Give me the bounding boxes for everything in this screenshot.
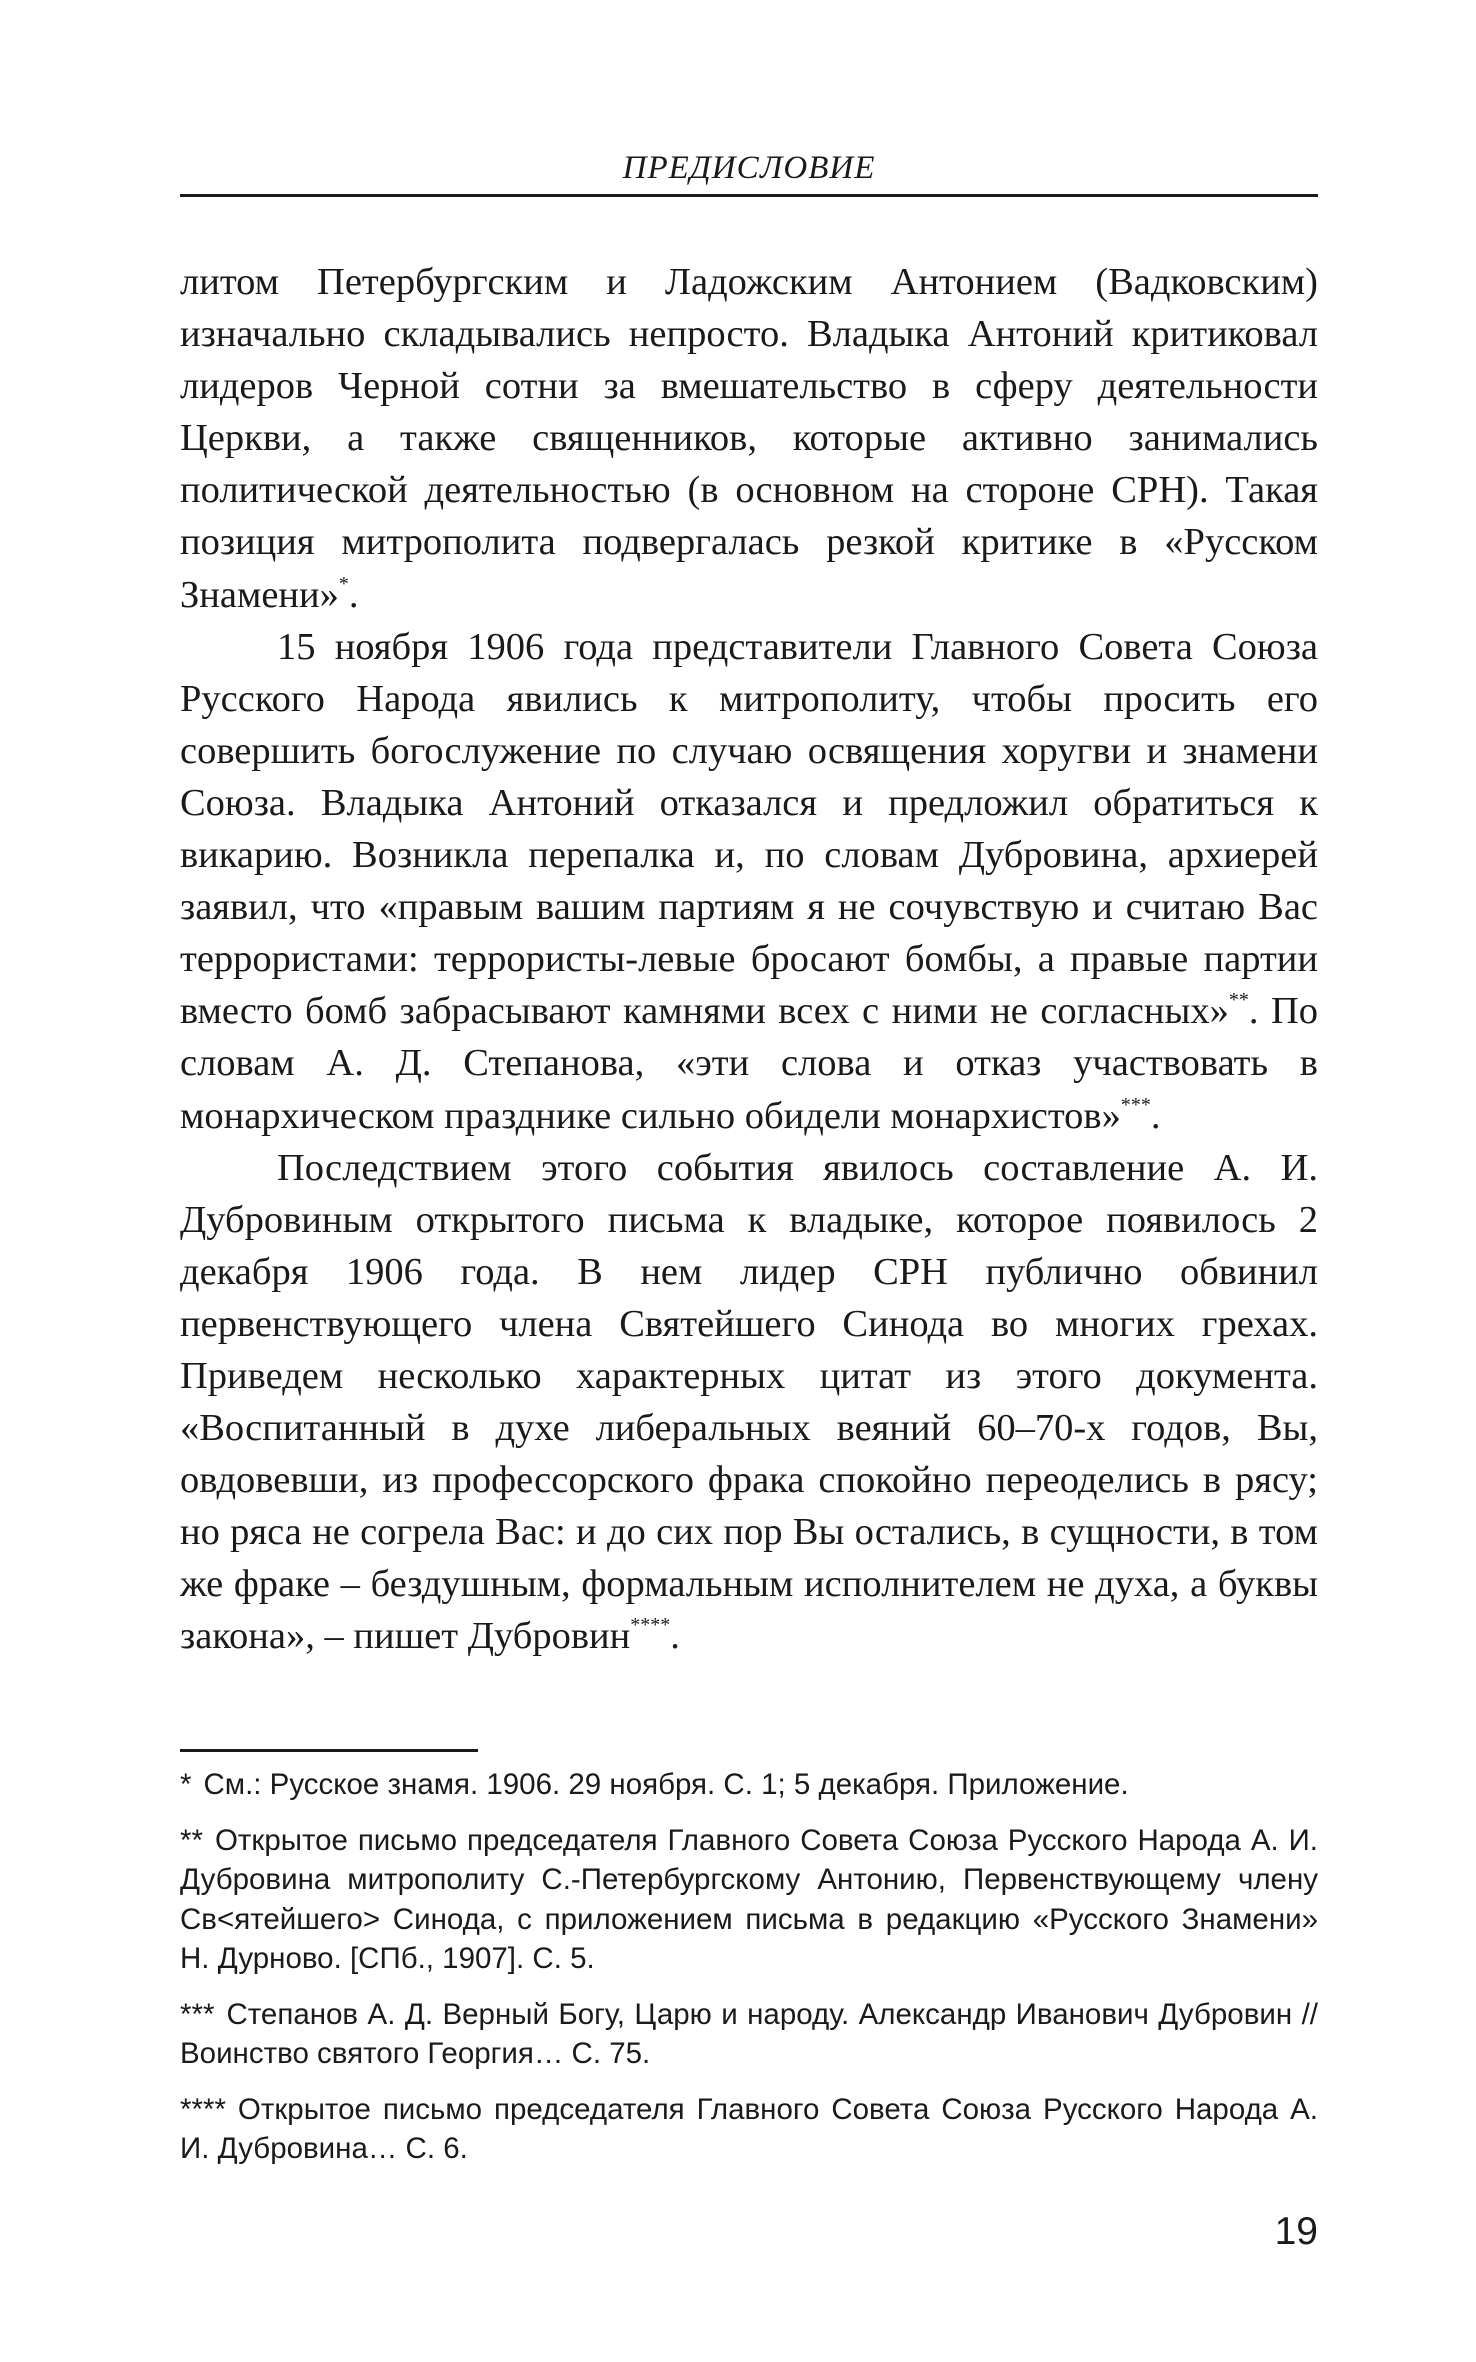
footnote-rule bbox=[180, 1749, 478, 1752]
main-text bbox=[180, 256, 1318, 1663]
running-head: ПРЕДИСЛОВИЕ bbox=[622, 150, 876, 186]
footnote-ref-4[interactable]: **** bbox=[630, 1614, 671, 1637]
footnote-ref-1[interactable]: * bbox=[338, 572, 349, 595]
paragraph-2-text-a: 15 ноября 1906 года представители Главного Совета Союза Русского Народа явились к митрополиту, чтобы просить его совершить богослужение по случаю освящения хоругви и знамени Союза. Владыка Антоний отказался и предложил обратиться к викарию. Возникла перепалка и, по словам Дубровина, архиерей заявил, что «правым вашим партиям я не сочувствую и считаю Вас террористами: террористы-левые бросают бомбы, а правые партии вместо бомб забрасывают камнями всех с ними не согласных» bbox=[180, 625, 1318, 1033]
footnote-3 bbox=[180, 1995, 1318, 2074]
footnote-ref-2[interactable]: ** bbox=[1228, 989, 1249, 1012]
paragraph-1-tail: . bbox=[348, 573, 359, 616]
footnote-3-mark: *** bbox=[180, 1997, 215, 2031]
paragraph-2 bbox=[180, 621, 1318, 1142]
paragraph-2-text-b: . По словам А. Д. Степанова, «эти слова и отказ участвовать в монархическом празднике сильно обидели монархистов» bbox=[180, 990, 1318, 1137]
footnote-4-mark: **** bbox=[180, 2092, 226, 2126]
footnote-1-text: См.: Русское знамя. 1906. 29 ноября. С. 1; 5 декабря. Приложение. bbox=[203, 1768, 1129, 1801]
paragraph-1 bbox=[180, 256, 1318, 621]
footnotes bbox=[180, 1765, 1318, 2185]
footnote-2-mark: ** bbox=[180, 1823, 203, 1857]
header-rule bbox=[180, 194, 1318, 197]
footnote-4-text: Открытое письмо председателя Главного Совета Союза Русского Народа А. И. Дубровина… С. 6. bbox=[180, 2092, 1318, 2165]
paragraph-1-text: литом Петербургским и Ладожским Антонием (Вадковским) изначально складывались непросто. Владыка Антоний критиковал лидеров Черной сотни за вмешательство в сферу деятельности Церкви, а также священников, которые активно занимались политической деятельностью (в основном на стороне СРН). Такая позиция митрополита подвергалась резкой критике в «Русском Знамени» bbox=[180, 261, 1318, 616]
page-number: 19 bbox=[1274, 2210, 1318, 2253]
footnote-4 bbox=[180, 2090, 1318, 2169]
footnote-3-text: Степанов А. Д. Верный Богу, Царю и народу. Александр Иванович Дубровин // Воинство святого Георгия… С. 75. bbox=[180, 1997, 1318, 2070]
footnote-2 bbox=[180, 1821, 1318, 1979]
footnote-1-mark: * bbox=[180, 1768, 192, 1801]
paragraph-3 bbox=[180, 1142, 1318, 1663]
paragraph-3-tail: . bbox=[670, 1615, 680, 1658]
paragraph-2-tail: . bbox=[1150, 1094, 1161, 1137]
footnote-1 bbox=[180, 1765, 1318, 1805]
footnote-2-text: Открытое письмо председателя Главного Совета Союза Русского Народа А. И. Дубровина митрополиту С.-Петербургскому Антонию, Первенствующему члену Св<ятейшего> Синода, с приложением письма в редакцию «Русского Знамени» Н. Дурново. [СПб., 1907]. С. 5. bbox=[180, 1823, 1318, 1975]
footnote-ref-3[interactable]: *** bbox=[1120, 1093, 1151, 1116]
paragraph-3-text: Последствием этого события явилось составление А. И. Дубровиным открытого письма к владыке, которое появилось 2 декабря 1906 года. В нем лидер СРН публично обвинил первенствующего члена Святейшего Синода во многих грехах. Приведем несколько характерных цитат из этого документа. «Воспитанный в духе либеральных веяний 60–70-х годов, Вы, овдовевши, из профессорского фрака спокойно переоделись в рясу; но ряса не согрела Вас: и до сих пор Вы остались, в сущности, в том же фраке – бездушным, формальным исполнителем не духа, а буквы закона», – пишет Дубровин bbox=[180, 1146, 1318, 1658]
